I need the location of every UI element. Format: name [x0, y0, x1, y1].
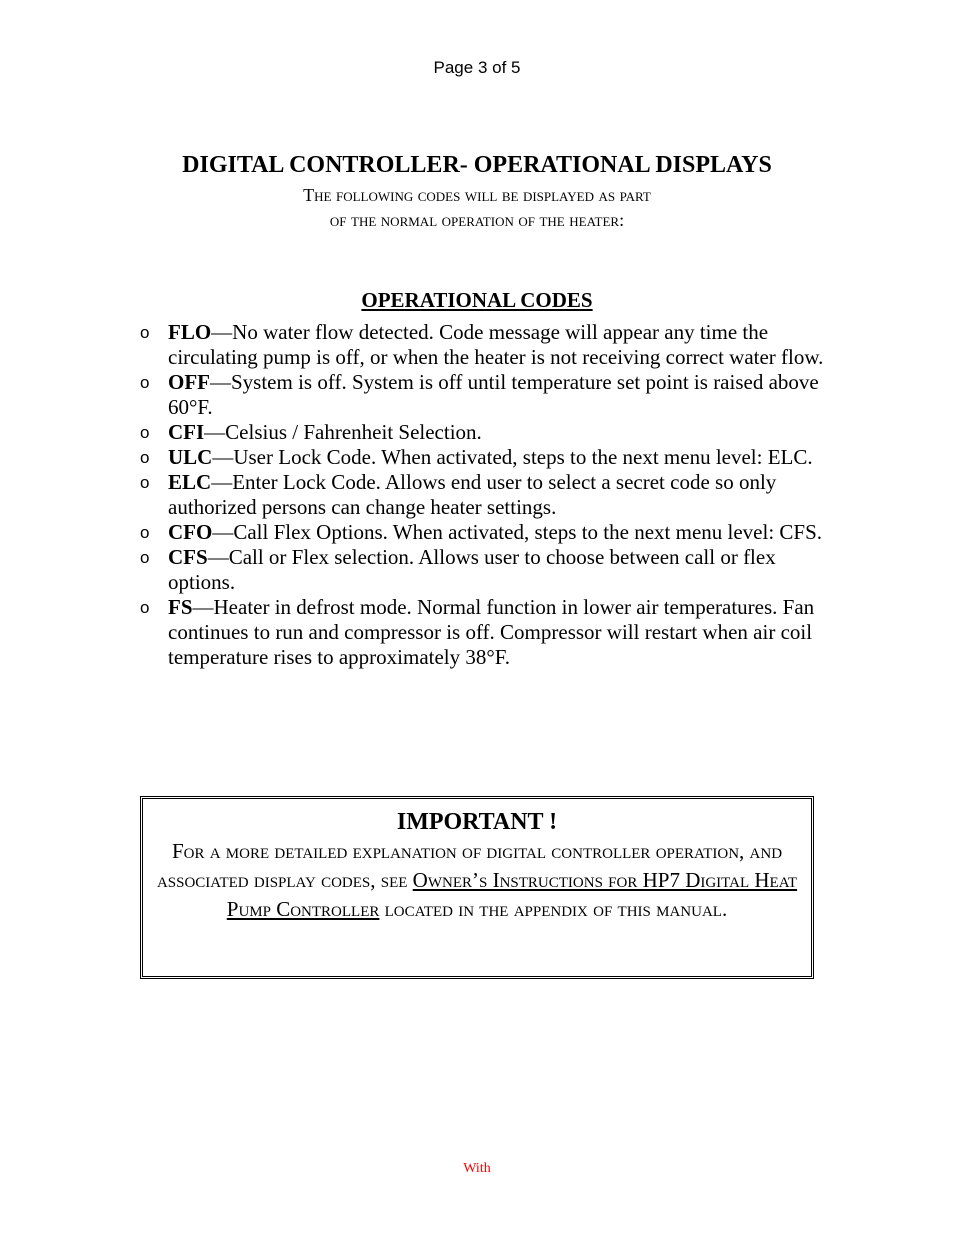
operational-codes-list — [140, 320, 830, 670]
code-item-cfi — [140, 420, 830, 445]
code-name: ULC — [168, 445, 213, 469]
document-title: DIGITAL CONTROLLER- OPERATIONAL DISPLAYS — [182, 152, 772, 178]
important-title: IMPORTANT ! — [396, 809, 558, 835]
bullet-icon: o — [140, 373, 150, 392]
bullet-icon: o — [140, 323, 150, 342]
bullet-icon: o — [140, 448, 150, 467]
code-item-off — [140, 370, 830, 420]
code-item-ulc — [140, 445, 830, 470]
subtitle-line-1: The following codes will be displayed as part — [303, 185, 651, 205]
important-text-after: located in the appendix of this manual. — [379, 897, 728, 921]
bullet-icon: o — [140, 548, 150, 567]
owners-instructions-reference: Owner’s Instructions for HP7 Digital Heat Pump Controller — [226, 868, 798, 921]
code-description: —Heater in defrost mode. Normal function in lower air temperatures. Fan continues to run and compressor is off. Compressor will restart when air coil temperature rises to approximately 38°F. — [168, 595, 815, 669]
code-item-fs — [140, 595, 830, 670]
code-name: CFS — [168, 545, 208, 569]
code-name: FLO — [168, 320, 212, 344]
code-item-cfo — [140, 520, 830, 545]
bullet-icon: o — [140, 423, 150, 442]
bullet-icon: o — [140, 523, 150, 542]
footer-text: With — [463, 1161, 491, 1176]
code-item-cfs — [140, 545, 830, 595]
page-number: Page 3 of 5 — [433, 58, 521, 77]
code-item-elc — [140, 470, 830, 520]
code-description: —Enter Lock Code. Allows end user to select a secret code so only authorized persons can change heater settings. — [168, 470, 777, 519]
code-name: FS — [168, 595, 193, 619]
code-description: —No water flow detected. Code message will appear any time the circulating pump is off, or when the heater is not receiving correct water flow. — [168, 320, 824, 369]
code-description: —System is off. System is off until temperature set point is raised above 60°F. — [168, 370, 819, 419]
important-text-before: For a more detailed explanation of digital controller operation, and associated display codes, see — [156, 839, 783, 892]
code-name: CFI — [168, 420, 205, 444]
subtitle-line-2: of the normal operation of the heater: — [329, 210, 625, 230]
code-item-flo — [140, 320, 830, 370]
code-name: CFO — [168, 520, 213, 544]
bullet-icon: o — [140, 473, 150, 492]
code-name: ELC — [168, 470, 212, 494]
code-description: —Call or Flex selection. Allows user to choose between call or flex options. — [168, 545, 776, 594]
operational-codes-heading: OPERATIONAL CODES — [361, 288, 593, 312]
code-description: —Call Flex Options. When activated, steps to the next menu level: CFS. — [212, 520, 823, 544]
code-name: OFF — [168, 370, 210, 394]
code-description: —Celsius / Fahrenheit Selection. — [204, 420, 482, 444]
document-subtitle — [0, 183, 954, 233]
bullet-icon: o — [140, 598, 150, 617]
code-description: —User Lock Code. When activated, steps to the next menu level: ELC. — [212, 445, 813, 469]
important-notice-box — [140, 796, 814, 979]
important-text — [143, 837, 811, 924]
